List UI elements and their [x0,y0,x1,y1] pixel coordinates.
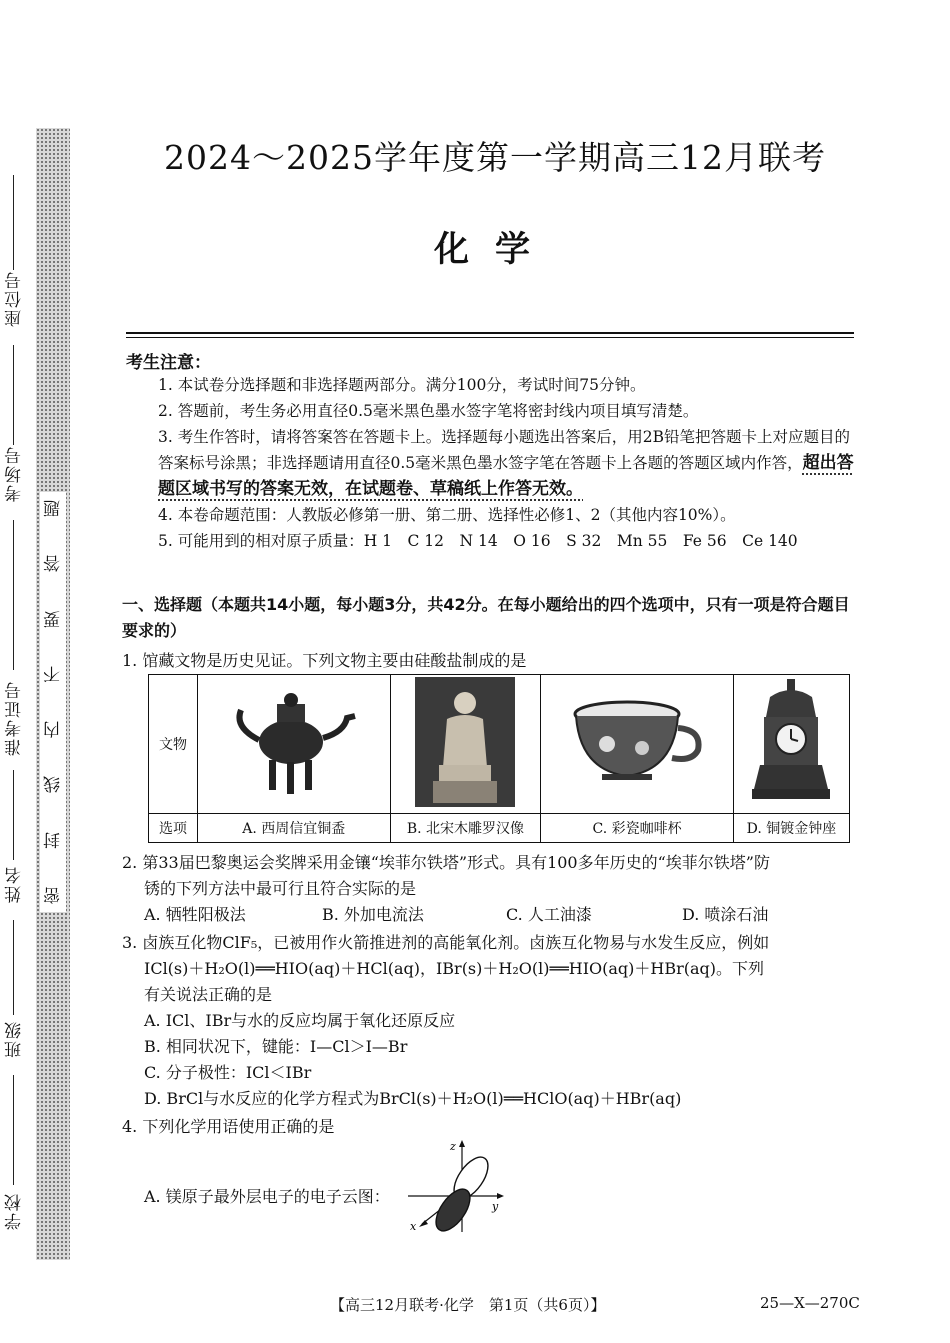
room-no-label: 考场号 [5,445,25,502]
q4-option-a: A. 镁原子最外层电子的电子云图： [144,1187,390,1206]
notice-item: 2. 答题前，考生务必用直径0.5毫米黑色墨水签字笔将密封线内项目填写清楚。 [158,402,699,420]
notice-heading: 考生注意： [126,353,211,373]
notice-list [158,372,858,554]
question-3-stem-line2: ICl(s)＋H₂O(l)══HIO(aq)＋HCl(aq)，IBr(s)＋H₂O(l)══HIO(aq)＋HBr(aq)。下列 [144,959,765,978]
blank-line [13,920,14,1015]
notice-item: 5. 可能用到的相对原子质量：H 1 C 12 N 14 O 16 S 32 Mn 55 Fe 56 Ce 140 [158,532,798,550]
notice-item: 4. 本卷命题范围：人教版必修第一册、第二册、选择性必修1、2（其他内容10%）。 [158,506,736,524]
ticket-no-label: 准考证号 [5,680,25,756]
artifact-image-b [390,675,541,814]
question-3-stem-line3: 有关说法正确的是 [144,985,273,1004]
option-d-label: D. 铜镀金钟座 [733,814,849,843]
header-rule-thin [126,337,854,338]
artifact-image-c [541,675,734,814]
binding-area [0,130,30,1260]
row-label-artifact: 文物 [149,675,198,814]
seal-char: 要 [43,610,64,628]
artifact-table [148,674,850,843]
blank-line [13,770,14,860]
q2-option-a: A. 牺牲阳极法 [144,905,246,924]
seat-no-label: 座位号 [5,270,25,327]
axis-y-label: y [492,1200,499,1213]
q3-option-a: A. ICl、IBr与水的反应均属于氧化还原反应 [144,1011,456,1030]
question-4-stem: 4. 下列化学用语使用正确的是 [122,1117,335,1136]
q2-option-c: C. 人工油漆 [506,905,592,924]
notice-emphasis: 超出答题区域书写的答案无效，在试题卷、草稿纸上作答无效。 [158,453,854,499]
artifact-image-a [198,675,391,814]
exam-title: 2024～2025学年度第一学期高三12月联考 [164,138,826,177]
blank-line [13,345,14,445]
notice-item-text: 3. 考生作答时，请将答案答在答题卡上。选择题每小题选出答案后，用2B铅笔把答题卡上对应题目的答案标号涂黑；非选择题请用直径0.5毫米黑色墨水签字笔在答题卡上各题的答题区域内作答， [158,428,850,472]
option-a-label: A. 西周信宜铜盉 [198,814,391,843]
blank-line [13,175,14,270]
blank-line [13,1075,14,1185]
seal-char: 线 [43,776,64,794]
artifact-image-d [733,675,849,814]
name-label: 姓名 [5,865,25,903]
seal-char: 题 [43,500,64,517]
option-b-label: B. 北宋木雕罗汉像 [390,814,541,843]
header-rule [126,332,854,334]
page-footer: 【高三12月联考·化学 第1页（共6页）】 [330,1296,606,1314]
class-label: 班级 [5,1020,25,1058]
question-3-stem-line1: 3. 卤族互化物ClF₅，已被用作火箭推进剂的高能氧化剂。卤族互化物易与水发生反应，例如 [122,933,770,952]
question-2-stem-line2: 锈的下列方法中最可行且符合实际的是 [144,879,417,898]
option-c-label: C. 彩瓷咖啡杯 [541,814,734,843]
blank-line [13,520,14,670]
axis-x-label: x [410,1220,417,1233]
subject-title: 化学 [433,229,556,270]
q3-option-d: D. BrCl与水反应的化学方程式为BrCl(s)＋H₂O(l)══HClO(aq)＋HBr(aq) [144,1089,682,1108]
bronze-he-vessel-icon [219,682,369,802]
seal-char: 内 [43,721,64,739]
electron-cloud-diagram [404,1138,514,1238]
notice-item [158,424,858,502]
question-1-stem: 1. 馆藏文物是历史见证。下列文物主要由硅酸盐制成的是 [122,651,527,670]
porcelain-coffee-cup-icon [562,692,712,792]
sealing-line-column [40,492,66,912]
seal-char: 封 [43,831,64,849]
question-2-stem-line1: 2. 第33届巴黎奥运会奖牌采用金镶“埃菲尔铁塔”形式。具有100多年历史的“埃菲尔铁塔”防 [122,853,770,872]
axis-z-label: z [450,1140,456,1153]
seal-char: 密 [43,886,64,904]
gilt-bronze-clock-icon [746,677,836,807]
q2-option-d: D. 喷涂石油 [682,905,769,924]
q2-option-b: B. 外加电流法 [322,905,424,924]
row-label-option: 选项 [149,814,198,843]
section-heading: 一、选择题（本题共14小题，每小题3分，共42分。在每小题给出的四个选项中，只有一项是符合题目要求的） [122,595,850,640]
school-label: 学校 [5,1192,25,1230]
q3-option-b: B. 相同状况下，键能：I—Cl＞I—Br [144,1037,408,1056]
seal-char: 答 [43,555,64,573]
wooden-arhat-statue-icon [415,677,515,807]
seal-char: 不 [43,665,64,683]
paper-code: 25—X—270C [760,1294,860,1312]
notice-item: 1. 本试卷分选择题和非选择题两部分。满分100分，考试时间75分钟。 [158,376,646,394]
q3-option-c: C. 分子极性：ICl＜IBr [144,1063,312,1082]
